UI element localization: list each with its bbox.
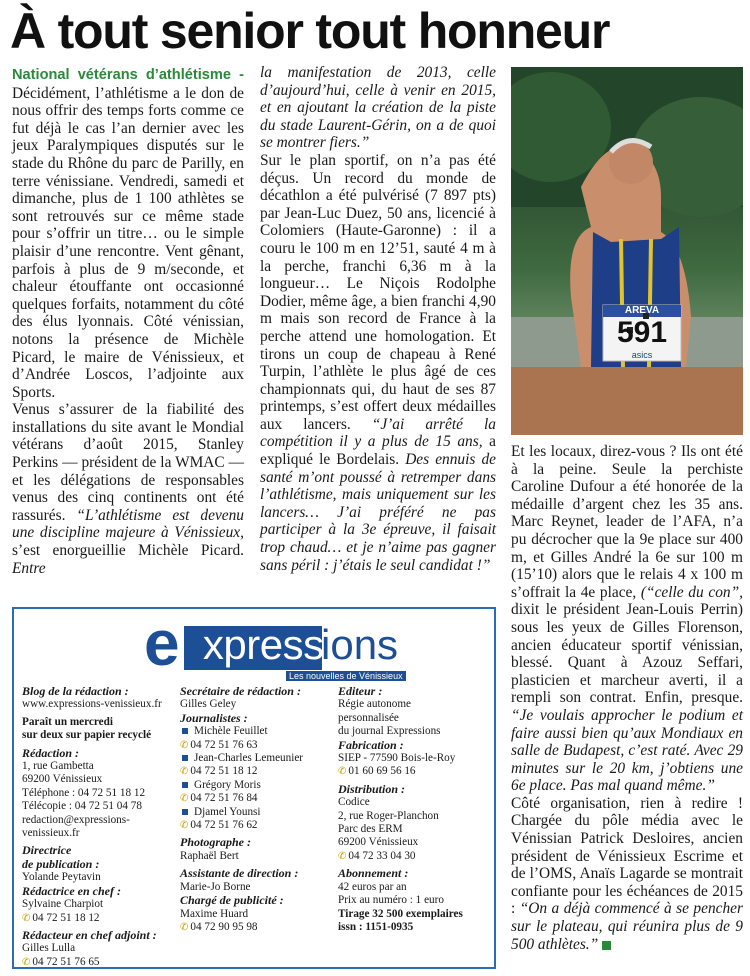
value: 42 euros par an [338,880,407,893]
value: issn : 1151-0935 [338,920,414,933]
value: Sylvaine Charpiot [22,898,104,911]
paragraph-text: Et les locaux, direz-vous ? Ils ont été à la peine. Seule la perchiste Caroline Dufour a été honorée de la médaille d’argent chez les 35 ans. Marc Reynet, leader de l’AFA, n’a pu décrocher que la 9e place sur 400 m, et Gilles André la 6e sur 100 m (15’10) alors que le relais 4 x 100 m s’offrait la 4e place, [511,443,743,601]
value: Téléphone : 04 72 51 18 12 [22,786,146,799]
value: venissieux.fr [22,827,80,840]
value: www.expressions-venissieux.fr [22,698,162,711]
logo-letter: e [144,607,180,679]
athlete-photo-illustration [511,67,743,435]
phone-line: ✆ 01 60 69 56 16 [338,765,416,778]
label: Directrice [22,843,72,858]
value: Parc des ERM [338,823,403,836]
phone-icon: ✆ [180,793,189,805]
journalist: Michèle Feuillet [180,725,330,738]
headline: À tout senior tout honneur [10,3,610,59]
logo-tagline: Les nouvelles de Vénissieux [286,671,406,681]
value: 1, rue Gambetta [22,760,94,773]
phone-icon: ✆ [22,912,31,924]
label: Assistante de direction : [180,866,299,881]
article-column-3 [511,443,743,953]
bib-number: 591 [616,316,668,349]
value: redaction@expressions- [22,813,130,826]
paragraph [260,152,496,574]
value: Gilles Geley [180,698,237,711]
label: Chargé de publicité : [180,893,284,908]
quote: “Je voulais approcher le podium et faire aussi bien qu’aux Mondiaux en salle de Budapest, c’est raté. Avec 29 minutes sur le 20 km, j’obtiens une 6e place. Pas mal quand même.” [511,706,743,795]
logo-text-end: ions [321,621,399,668]
phone-line: ✆ 04 72 51 18 12 [22,911,100,924]
label: Abonnement : [338,866,409,881]
value: Codice [338,796,370,809]
label: Journalistes : [180,710,248,725]
phone-icon: ✆ [180,921,189,933]
label: Rédaction : [22,745,79,760]
label: Photographe : [180,835,252,850]
value: SIEP - 77590 Bois-le-Roy [338,752,456,765]
value: Paraît un mercredi [22,715,113,728]
value: Prix au numéro : 1 euro [338,894,444,907]
phone-icon: ✆ [338,766,347,778]
phone-icon: ✆ [22,956,31,968]
logo-text-mid: xpress [202,621,324,668]
quote: (“celle du con”, [640,583,743,601]
quote: Des ennuis de santé m’ont poussé à retremper dans l’athlétisme, mais uniquement sur les lancers… J’ai préféré ne pas participer à la 3e épreuve, il faisait trop chaud… et je n’aime pas gagner sans péril : j’étais le seul candidat !” [260,451,496,574]
phone-line: ✆ 04 72 51 76 63 [180,738,258,751]
phone-line: ✆ 04 72 51 18 12 [180,765,258,778]
expressions-logo [14,609,494,693]
paragraph-text: Décidément, l’athlétisme a le don de nous offrir des temps forts comme ce fut déjà le cas l’an dernier avec les jeux Paralympiques disputés sur le stade du Rhône du parc de Parilly, en terre vénissiane. Vendredi, samedi et dimanche, plus de 1 100 athlètes se sont retrouvés sur ce même stade pour s’offrir un titre… ou le simple plaisir d’une rencontre. Vent gênant, parfois à plus de 9 m/seconde, et chaleur étouffante ont occasionné quelques forfaits, notamment du côté des élus lyonnais. Côté vénissian, notons la présence de Michèle Picard, le maire de Vénissieux, et d’Andrée Loscos, l’adjointe aux Sports. [12,84,244,401]
masthead-box [12,607,496,969]
label: Fabrication : [338,737,404,752]
quote: “On a déjà commencé à se pencher sur le plateau, qui réunira plus de 9 500 athlètes.” [511,900,744,953]
value: Raphaël Bert [180,849,239,862]
phone-line: ✆ 04 72 51 76 62 [180,819,258,832]
bullet-square-icon [182,782,188,788]
phone-line: ✆ 04 72 51 76 65 [22,955,100,968]
article-column-2 [260,64,496,574]
value: 69200 Vénissieux [22,773,103,786]
bib-footer: asics [631,350,653,360]
paragraph [511,443,743,795]
paragraph [511,795,743,953]
value: Marie-Jo Borne [180,880,251,893]
label: Secrétaire de rédaction : [180,684,301,698]
phone-icon: ✆ [180,739,189,751]
paragraph-text: dixit le président Jean-Louis Perrin) sous les yeux de Gilles Florenson, ancien éducateur sportif vénissian, blessé. Quant à Azouz Seffari, plasticien et marcheur averti, il a rempli son contrat. Enfin, presque. [511,601,743,707]
quote: “J’ai arrêté la compétition il y a plus de 15 ans, [260,415,496,451]
label: Rédacteur en chef adjoint : [22,927,157,942]
value: 69200 Vénissieux [338,836,419,849]
value: Régie autonome [338,698,412,711]
phone-line: ✆ 04 72 51 76 84 [180,792,258,805]
journalist: Grégory Moris [180,779,330,792]
end-of-article-square-icon [602,941,611,950]
masthead-column-3 [338,685,492,934]
masthead-column-2 [180,685,330,934]
value: Yolande Peytavin [22,871,101,884]
paragraph-text: Côté organisation, rien à redire ! Chargée du pôle média avec le Vénissian Patrick Desloires, ancien président de Vénissieux Escrime et de l’OMS, Anaïs Lagarde se montrait confiante pour les échéances de 2015 : [511,794,743,918]
paragraph [12,401,244,577]
value: Gilles Lulla [22,942,76,955]
label: Rédactrice en chef : [22,883,121,898]
bullet-square-icon [182,809,188,815]
paragraph-text: s’est enorgueillie Michèle Picard. [12,542,244,560]
value: personnalisée [338,711,399,724]
article-column-1 [12,66,244,577]
journalist: Djamel Younsi [180,806,330,819]
phone-icon: ✆ [180,766,189,778]
value: Tirage 32 500 exemplaires [338,907,463,920]
paragraph [12,66,244,401]
phone-icon: ✆ [338,850,347,862]
quote: la manifestation de 2013, celle d’aujourd’hui, celle à venir en 2015, et en ajoutant la création de la piste du stade Laurent-Gérin, on a de quoi se montrer fiers.” [260,64,496,152]
label: Editeur : [338,684,383,698]
value: Maxime Huard [180,907,249,920]
value: du journal Expressions [338,725,441,738]
quote: Entre [12,559,46,577]
kicker: National vétérans d’athlétisme - [12,67,244,83]
label: de publication : [22,856,100,871]
phone-icon: ✆ [180,820,189,832]
masthead-column-1 [22,685,174,969]
journalist: Jean-Charles Lemeunier [180,752,330,765]
paragraph-text: Venus s’assurer de la fiabilité des installations du site avant le Mondial vétérans d’août 2015, Stanley Perkins — président de la WMAC — et les délégations de responsables venus des cinq continents ont été rassurés. [12,401,244,524]
phone-line: ✆ 04 72 90 95 98 [180,920,258,933]
paragraph-text: Sur le plan sportif, on n’a pas été déçus. Un record du monde de décathlon a été pulvérisé (7 897 pts) par Jean-Luc Duez, 50 ans, licencié à Colomiers (Haute-Garonne) : il a couru le 100 m en 12’51, sauté 4 m à la perche, franchi 6,36 m à la longueur… Le Niçois Rodolphe Dodier, même âge, a bien franchi 4,90 m mais son record de France à la perche attend une homologation. Et tirons un coup de chapeau à René Turpin, l’athlète le plus âgé de ces championnats qui, du haut de ses 87 printemps, s’est offert deux médailles aux lancers. [260,151,496,433]
label: Distribution : [338,781,406,796]
label: Blog de la rédaction : [22,684,129,698]
value: sur deux sur papier recyclé [22,729,152,742]
paragraph-text: a expliqué le Bordelais. [260,433,496,469]
phone-line: ✆ 04 72 33 04 30 [338,849,416,862]
value: 2, rue Roger-Planchon [338,809,439,822]
bib-sponsor: AREVA [624,305,660,316]
athlete-photo [511,67,743,435]
quote: “L’athlétisme est devenu une discipline majeure à Vénissieux, [12,506,244,542]
bullet-square-icon [182,728,188,734]
bullet-square-icon [182,755,188,761]
value: Télécopie : 04 72 51 04 78 [22,800,142,813]
